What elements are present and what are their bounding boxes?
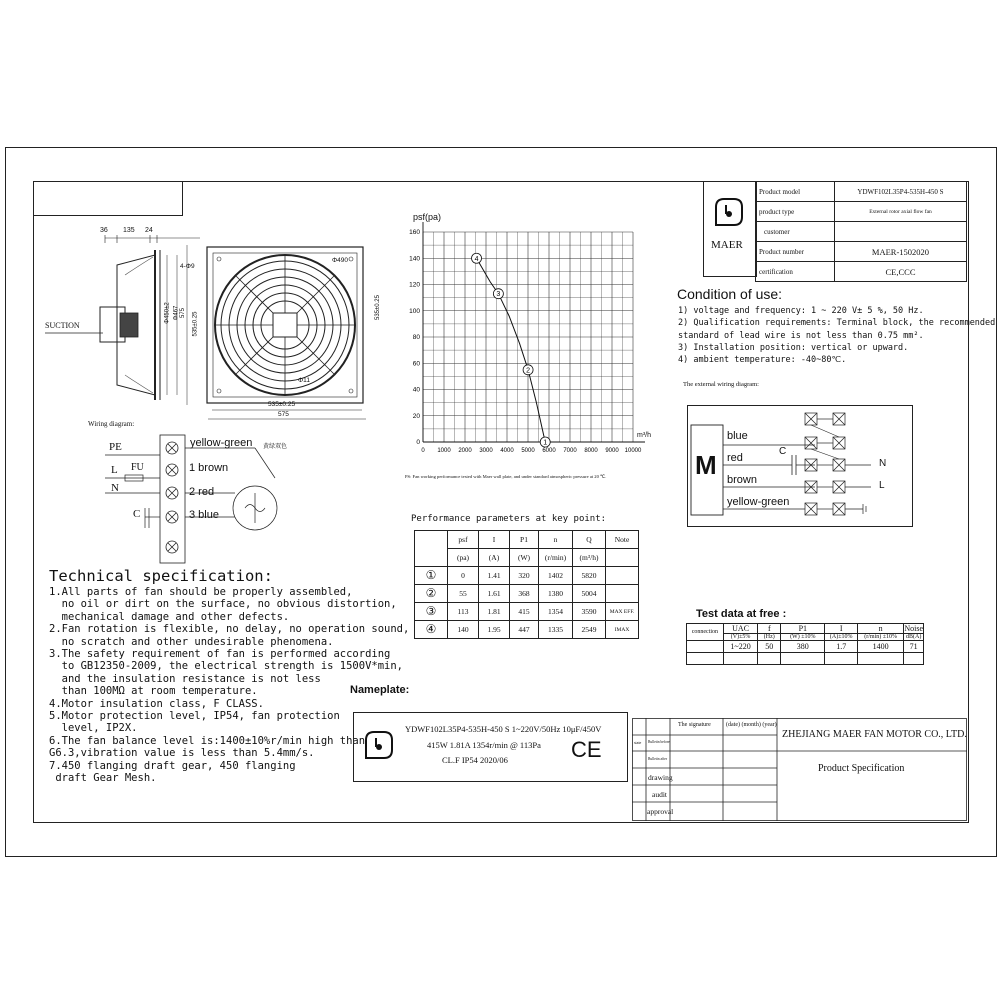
fan-side-view: [95, 235, 205, 415]
condition-title: Condition of use:: [677, 286, 783, 302]
performance-table: [414, 530, 639, 639]
chart-plot: [405, 210, 665, 460]
ext-term-l: L: [879, 480, 885, 491]
tb-date: (date) (month) (year): [726, 722, 777, 728]
test-h-f: f: [758, 624, 781, 634]
test-v-uac: 1~220: [723, 641, 758, 653]
dim-phi450: Φ450±2: [164, 302, 171, 324]
test-v-noise: 71: [904, 641, 924, 653]
dim-phi490: Φ490: [332, 257, 349, 264]
test-h-noise: Noise: [904, 624, 923, 633]
y-tick-label: 100: [409, 307, 420, 315]
y-tick-label: 120: [409, 281, 420, 289]
dim-575-v: 575: [180, 307, 187, 319]
dim-24: 24: [145, 227, 153, 234]
tb-state: state: [634, 740, 642, 745]
test-s-n: (r/min) ±10%: [858, 634, 904, 641]
perf-q: 2549: [573, 621, 606, 639]
perf-i: 1.95: [479, 621, 510, 639]
spec-line: mechanical damage and other defects.: [49, 610, 290, 623]
label-model: Product model: [756, 182, 835, 202]
table-row: [415, 567, 639, 585]
spec-line: and the insulation resistance is not less: [49, 672, 321, 685]
test-empty: [781, 653, 825, 665]
wiring-yellow-green: yellow-green: [190, 437, 253, 449]
nameplate-line3: CL.F IP54 2020/06: [442, 755, 508, 765]
dim-phi467: Φ467: [173, 305, 180, 321]
value-customer: [835, 222, 967, 242]
nameplate-logo: [362, 728, 396, 762]
test-empty: [858, 653, 904, 665]
data-point-label: 2: [526, 367, 531, 375]
perf-u-psf: (pa): [448, 549, 479, 567]
dim-4-phi9: 4-Φ9: [180, 263, 195, 270]
perf-psf: 140: [448, 621, 479, 639]
x-tick-label: 4000: [500, 448, 514, 454]
dim-phi11: Φ11: [298, 377, 310, 384]
y-tick-label: 140: [409, 255, 420, 263]
perf-u-q: (m³/h): [573, 549, 606, 567]
tb-drawing: drawing: [648, 773, 673, 782]
x-tick-label: 7000: [563, 448, 577, 454]
chart-xlabel: m³/h: [637, 432, 651, 439]
x-tick-label: 5000: [521, 448, 535, 454]
y-tick-label: 60: [412, 360, 420, 368]
nameplate-line2: 415W 1.81A 1354r/min @ 113Pa: [427, 740, 541, 750]
nameplate-line1: YDWF102L35P4-535H-450 S 1~220V/50Hz 10μF/450V: [405, 724, 602, 734]
perf-h-q: Q: [573, 531, 606, 549]
spec-line: level, IP2X.: [49, 722, 138, 735]
data-point-label: 3: [496, 291, 501, 299]
y-tick-label: 20: [412, 412, 420, 420]
perf-u-p1: (W): [510, 549, 539, 567]
perf-point: ③: [415, 603, 448, 621]
wiring-l: L: [111, 464, 118, 476]
value-type: External rotor axial flow fan: [835, 202, 967, 222]
x-tick-label: 3000: [479, 448, 493, 454]
y-tick-label: 40: [412, 386, 420, 394]
spec-line: than 100MΩ at room temperature.: [49, 685, 258, 698]
test-v-connection: [687, 641, 724, 653]
chart-ylabel: psf(pa): [413, 212, 442, 222]
test-v-n: 1400: [858, 641, 904, 653]
condition-line-3: standard of lead wire is not less than 0.75 mm².: [678, 330, 924, 341]
wiring-red: 2 red: [189, 486, 215, 498]
wiring-cn: 黄绿双色: [263, 444, 288, 450]
spec-line: 4.Motor insulation class, F CLASS.: [49, 697, 264, 710]
test-s-uac: (V)±5%: [723, 634, 758, 641]
condition-line-4: 3) Installation position: vertical or upward.: [678, 342, 909, 353]
performance-chart: [405, 210, 665, 500]
ce-mark: CE: [571, 737, 602, 762]
spec-title: Technical specification:: [49, 567, 273, 585]
dim-36: 36: [100, 227, 108, 234]
perf-p1: 320: [510, 567, 539, 585]
ext-wiring-title: The external wiring diagram:: [683, 381, 759, 388]
tb-doc-title: Product Specification: [818, 763, 905, 774]
test-title: Test data at free :: [696, 608, 787, 620]
perf-u-n: (r/min): [539, 549, 573, 567]
perf-i: 1.61: [479, 585, 510, 603]
wiring-svg: [105, 433, 325, 568]
table-row: [415, 585, 639, 603]
condition-line-1: 1) voltage and frequency: 1 ~ 220 V± 5 %, 50 Hz.: [678, 306, 924, 316]
tb-signature: The signature: [678, 722, 711, 728]
spec-line: no oil or dirt on the surface, no obvious distortion,: [49, 598, 397, 611]
test-h-connection: connection: [687, 624, 724, 641]
table-row: [687, 641, 924, 653]
data-point-label: 1: [543, 439, 548, 447]
tb-company: ZHEJIANG MAER FAN MOTOR CO., LTD.: [782, 729, 967, 740]
label-number: Product number: [756, 242, 835, 262]
x-tick-label: 8000: [584, 448, 598, 454]
title-block: [632, 718, 967, 821]
perf-q: 3590: [573, 603, 606, 621]
test-s-f: (Hz): [758, 634, 781, 641]
logo-text: MAER: [711, 239, 743, 251]
wiring-diagram: [105, 433, 325, 568]
condition-lines: [678, 305, 995, 366]
condition-line-5: 4) ambient temperature: -40~80℃.: [678, 355, 847, 366]
fan-front-view: [205, 245, 365, 405]
tb-audit: audit: [652, 790, 667, 799]
test-empty: [825, 653, 858, 665]
x-tick-label: 10000: [624, 448, 642, 454]
spec-line: 3.The safety requirement of fan is performed according: [49, 648, 391, 661]
perf-n: 1335: [539, 621, 573, 639]
nameplate-title: Nameplate:: [350, 684, 410, 696]
perf-h-i: I: [479, 531, 510, 549]
table-row: [415, 603, 639, 621]
perf-note: IMAX: [606, 621, 639, 639]
perf-p1: 368: [510, 585, 539, 603]
perf-note: MAX EFF.: [606, 603, 639, 621]
label-cert: certification: [756, 262, 835, 282]
y-tick-label: 80: [412, 334, 420, 341]
header-table: [755, 181, 967, 282]
perf-psf: 55: [448, 585, 479, 603]
y-tick-label: 160: [409, 229, 420, 236]
ext-term-n: N: [879, 458, 887, 469]
wiring-fu: FU: [131, 462, 144, 473]
ext-motor: M: [695, 450, 717, 480]
ext-wire-yellow-green: yellow-green: [727, 496, 790, 508]
perf-p1: 415: [510, 603, 539, 621]
test-v-i: 1.7: [825, 641, 858, 653]
label-type: product type: [756, 202, 835, 222]
wiring-pe: PE: [109, 441, 122, 453]
perf-point: ②: [415, 585, 448, 603]
spec-line: 5.Motor protection level, IP54, fan protection: [49, 710, 340, 723]
dim-535-v2: 535±0.25: [375, 295, 381, 320]
suction-label: SUCTION: [45, 321, 80, 330]
perf-n: 1380: [539, 585, 573, 603]
label-customer: customer: [756, 222, 835, 242]
value-model: YDWF102L35P4-535H-450 S: [835, 182, 967, 202]
x-tick-label: 9000: [605, 448, 619, 454]
condition-line-2: 2) Qualification requirements: Terminal block, the recommended: [678, 318, 996, 329]
ext-cap: C: [779, 446, 787, 457]
y-tick-label: 0: [416, 439, 420, 446]
spec-line: 1.All parts of fan should be properly assembled,: [49, 586, 353, 598]
perf-n: 1402: [539, 567, 573, 585]
suction-line: [45, 331, 105, 335]
spec-line: 6.The fan balance level is:1400±10%r/min high than: [49, 734, 366, 747]
ext-wire-brown: brown: [727, 474, 757, 486]
test-s-i: (A)±10%: [825, 634, 858, 641]
value-cert: CE,CCC: [835, 262, 967, 282]
chart-note: PS: Fan working performance tested with Maer wall plate, and under standard atmospheric pressure at 20 ℃.: [405, 474, 607, 479]
perf-point: ①: [415, 567, 448, 585]
wiring-n: N: [111, 482, 119, 494]
spec-line: G6.3,vibration value is less than 5.4mm/s.: [49, 747, 315, 760]
spec-line: 7.450 flanging draft gear, 450 flanging: [49, 759, 296, 772]
data-point-label: 4: [474, 255, 479, 263]
ext-wire-blue: blue: [727, 430, 748, 442]
perf-h-n: n: [539, 531, 573, 549]
test-v-p1: 380: [781, 641, 825, 653]
test-table: [686, 623, 924, 665]
perf-p1: 447: [510, 621, 539, 639]
dim-lines-h: [208, 407, 368, 421]
perf-q: 5004: [573, 585, 606, 603]
wiring-brown: 1 brown: [189, 462, 229, 474]
tb-approval: approval: [647, 807, 674, 816]
header-block: [703, 181, 967, 277]
perf-psf: 113: [448, 603, 479, 621]
tb-bulletin-after: Bulletin after: [648, 757, 668, 761]
x-tick-label: 6000: [542, 448, 556, 454]
perf-i: 1.81: [479, 603, 510, 621]
ext-wire-red: red: [727, 452, 743, 464]
test-h-i: I: [825, 624, 858, 634]
wiring-title: Wiring diagram:: [88, 420, 135, 428]
perf-n: 1354: [539, 603, 573, 621]
dim-135: 135: [123, 227, 135, 234]
test-empty: [687, 653, 724, 665]
perf-u-note: [606, 549, 639, 567]
perf-note: [606, 585, 639, 603]
dim-535-v: 535±0.25: [192, 311, 199, 337]
ext-wiring: [687, 405, 913, 527]
wiring-blue: 3 blue: [189, 509, 219, 521]
test-v-f: 50: [758, 641, 781, 653]
top-left-box: [33, 181, 183, 216]
perf-point: ④: [415, 621, 448, 639]
table-row: [415, 621, 639, 639]
perf-u-i: (A): [479, 549, 510, 567]
fan-drawing: [40, 225, 380, 425]
test-h-p1: P1: [781, 624, 825, 634]
maer-logo: [712, 195, 746, 229]
spec-line: no scratch and other undesirable phenomena.: [49, 635, 334, 648]
x-tick-label: 0: [421, 448, 425, 454]
test-s-noise: dB(A): [904, 634, 924, 641]
perf-h-p1: P1: [510, 531, 539, 549]
spec-line: 2.Fan rotation is flexible, no delay, no operation sound,: [49, 623, 410, 636]
test-empty: [758, 653, 781, 665]
test-empty: [904, 653, 924, 665]
perf-corner: [415, 531, 448, 567]
perf-i: 1.41: [479, 567, 510, 585]
dim-575-h: 575: [278, 411, 289, 418]
wiring-c: C: [133, 508, 141, 520]
perf-q: 5820: [573, 567, 606, 585]
test-empty: [723, 653, 758, 665]
performance-title: Performance parameters at key point:: [411, 514, 607, 524]
x-tick-label: 1000: [437, 448, 451, 454]
dim-535-h: 535±0.25: [268, 401, 296, 408]
tb-bulletin-before: Bulletin before: [648, 740, 670, 744]
test-s-p1: (W) ±10%: [781, 634, 825, 641]
spec-line: draft Gear Mesh.: [49, 772, 157, 785]
test-h-n: n: [858, 624, 904, 634]
perf-psf: 0: [448, 567, 479, 585]
perf-note: [606, 567, 639, 585]
perf-h-note: Note: [606, 531, 639, 549]
x-tick-label: 2000: [458, 448, 472, 454]
spec-line: to GB12350-2009, the electrical strength is 1500V*min,: [49, 660, 404, 673]
perf-h-psf: psf: [448, 531, 479, 549]
test-h-uac: UAC: [723, 624, 758, 634]
value-number: MAER-1502020: [835, 242, 967, 262]
